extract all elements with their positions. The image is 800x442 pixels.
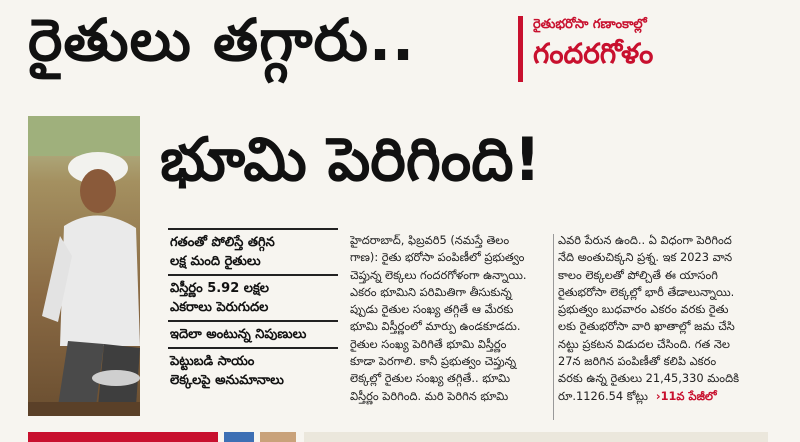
next-article-photo-2 [260,432,296,442]
article-line: రైతుభరోసా లెక్కల్లో భారీ తేడాలున్నాయి. [558,284,735,299]
article-line: భూమి విస్తీర్ణంలో మార్పు ఉండకూడదు. [350,319,521,334]
kicker-big: గందరగోళం [533,37,654,70]
article-line: కూడా పెరగాలి. కానీ ప్రభుత్వం చెప్తున్న [350,354,517,369]
farmer-photo [28,116,140,416]
bullet-item [168,228,338,274]
article-line: ప్రభుత్వం బుధవారం ఎకరం వరకు రైతు [558,302,729,317]
article-line: హైదరాబాద్, ఫిబ్రవరి5 (నమస్తే తెలం [350,233,510,247]
headline-main: రైతులు తగ్గారు.. [28,6,416,74]
farmer-illustration [28,116,140,416]
bullet-line: ఇదెలా అంటున్న నిపుణులు [170,327,307,342]
article-line: నట్టు ప్రకటన విడుదల చేసింది. గత నెల [558,336,730,351]
next-article-strip [28,432,768,442]
bullet-line: ఎకరాలు పెరుగుదల [170,300,269,315]
article-line: ఎకరం భూమిని పరిమితిగా తీసుకున్న [350,284,512,299]
article-line: లెక్కల్లో రైతుల సంఖ్య తగ్గితే.. భూమి [350,371,511,386]
next-article-red-bar [28,432,218,442]
article-line: విస్తీర్ణం పెరిగింది. మరి పెరిగిన భూమి [350,388,509,403]
article-line: గాణ): రైతు భరోసా పంపిణీలో ప్రభుత్వం [350,250,525,265]
column-divider [553,234,554,420]
article-line: కాలం లెక్కలతో పోల్చితే ఈ యాసంగి [558,267,718,282]
bullet-line: గతంతో పోలిస్తే తగ్గిన [170,235,275,250]
bullet-item [168,320,338,347]
article-line: 27న జరిగిన పంపిణీతో కలిపి ఎకరం [558,354,717,369]
next-article-area [304,432,768,442]
article-column-2 [558,232,766,405]
bullet-line: లక్ష మంది రైతులు [170,254,261,269]
article-last-line: రూ.1126.54 కోట్లు [558,388,648,403]
bullet-line: పెట్టుబడి సాయం [170,354,255,369]
kicker-box [518,16,788,82]
article-line: ఎవరి పేరున ఉంది.. ఏ విధంగా పెరిగింద [558,233,732,247]
article-line: నేది అంతుచిక్కని ప్రశ్న. ఇక 2023 వాన [558,250,733,265]
article-line [558,388,766,405]
kicker-top: రైతుభరోసా గణాంకాల్లో [533,17,647,32]
bullet-item [168,274,338,320]
next-article-photo-1 [224,432,254,442]
article-line: వరకు ఉన్న రైతులు 21,45,330 మందికి [558,371,740,386]
article-column-1 [350,232,548,405]
article-line: చెప్తున్న లెక్కలు గందరగోళంగా ఉన్నాయి. [350,267,527,282]
headline-sub: భూమి పెరిగింది! [160,125,541,195]
bullet-item [168,347,338,393]
bullet-line: విస్తీర్ణం 5.92 లక్షల [170,281,270,296]
bullet-line: లెక్కలపై అనుమానాలు [170,373,284,388]
article-line: లకు రైతుభరోసా వారి ఖాతాల్లో జమ చేసి [558,319,735,334]
article-line: ప్పుడు రైతుల సంఖ్య తగ్గితే ఆ మేరకు [350,302,514,317]
continued-jump-link[interactable]: ›11వ పేజీలో [655,388,717,403]
article-line: రైతుల సంఖ్య పెరిగితే భూమి విస్తీర్ణం [350,336,507,351]
bullet-list [168,228,338,393]
